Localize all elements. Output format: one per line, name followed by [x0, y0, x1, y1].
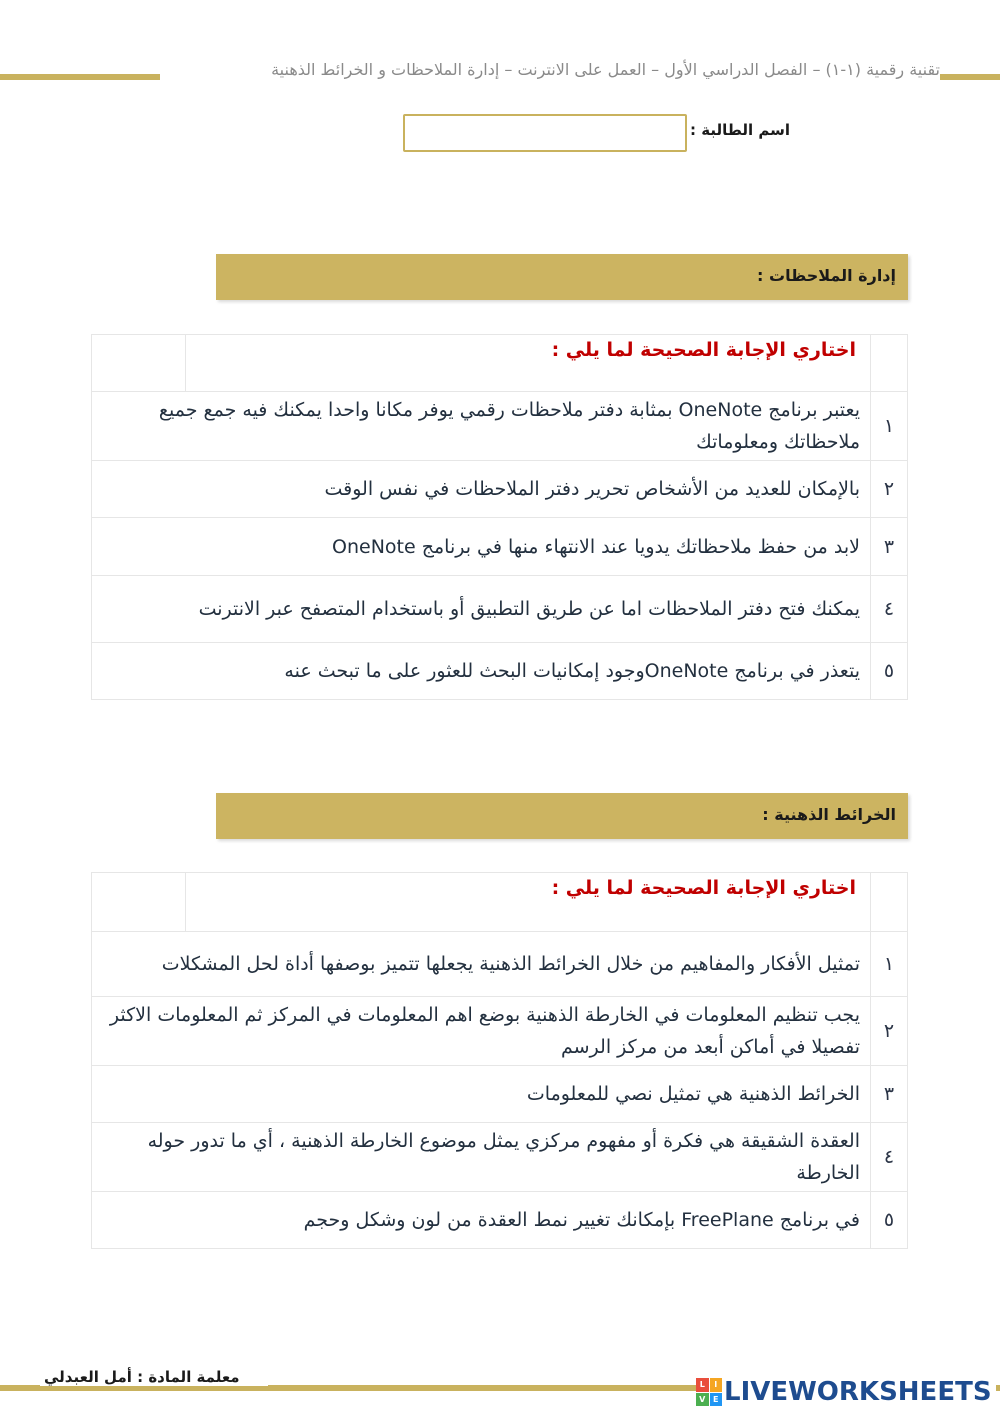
question-row[interactable]	[92, 461, 908, 518]
question-text: بالإمكان للعديد من الأشخاص تحرير دفتر الملاحظات في نفس الوقت	[92, 461, 871, 518]
question-number: ٥	[871, 1192, 908, 1249]
logo-letter-e: E	[710, 1393, 723, 1407]
question-row[interactable]	[92, 932, 908, 997]
section-title-notes: إدارة الملاحظات :	[757, 266, 896, 285]
questions-table-mindmaps	[91, 872, 908, 1249]
question-number: ٥	[871, 643, 908, 700]
page-header-title: تقنية رقمية (١-١) – الفصل الدراسي الأول – العمل على الانترنت – إدارة الملاحظات و الخرائط الذهنية	[160, 58, 940, 82]
question-row[interactable]	[92, 576, 908, 643]
question-row[interactable]	[92, 518, 908, 576]
question-number: ٢	[871, 461, 908, 518]
logo-letter-l: L	[696, 1378, 709, 1392]
question-text: يعتبر برنامج OneNote بمثابة دفتر ملاحظات رقمي يوفر مكانا واحدا يمكنك فيه جمع جميع ملاحظاتك ومعلوماتك	[92, 392, 871, 461]
question-number: ٣	[871, 1066, 908, 1123]
question-text: لابد من حفظ ملاحظاتك يدويا عند الانتهاء منها في برنامج OneNote	[92, 518, 871, 576]
question-number: ٢	[871, 997, 908, 1066]
question-text: تمثيل الأفكار والمفاهيم من خلال الخرائط الذهنية يجعلها تتميز بوصفها أداة لحل المشكلات	[92, 932, 871, 997]
question-row[interactable]	[92, 643, 908, 700]
question-text: يجب تنظيم المعلومات في الخارطة الذهنية بوضع اهم المعلومات في المركز ثم المعلومات الاكثر تفصيلا في أماكن أبعد من مركز الرسم	[92, 997, 871, 1066]
questions-table-notes	[91, 334, 908, 700]
question-row[interactable]	[92, 1066, 908, 1123]
question-text: في برنامج FreePlane بإمكانك تغيير نمط العقدة من لون وشكل وحجم	[92, 1192, 871, 1249]
liveworksheets-logo[interactable]	[696, 1372, 996, 1412]
question-text: يتعذر في برنامج OneNoteوجود إمكانيات البحث للعثور على ما تبحث عنه	[92, 643, 871, 700]
instruction-row	[92, 873, 908, 932]
question-row[interactable]	[92, 1123, 908, 1192]
question-number: ٣	[871, 518, 908, 576]
teacher-name: معلمة المادة : أمل العبدلي	[40, 1368, 268, 1386]
question-number: ١	[871, 932, 908, 997]
question-number: ٤	[871, 1123, 908, 1192]
question-row[interactable]	[92, 392, 908, 461]
logo-mark-icon	[696, 1378, 722, 1406]
instruction-row	[92, 335, 908, 392]
logo-letter-i: I	[710, 1378, 723, 1392]
question-number: ٤	[871, 576, 908, 643]
question-number: ١	[871, 392, 908, 461]
question-row[interactable]	[92, 997, 908, 1066]
question-text: يمكنك فتح دفتر الملاحظات اما عن طريق التطبيق أو باستخدام المتصفح عبر الانترنت	[92, 576, 871, 643]
student-name-input[interactable]	[403, 114, 687, 152]
logo-letter-v: V	[696, 1393, 709, 1407]
logo-text: LIVEWORKSHEETS	[724, 1377, 992, 1407]
student-name-label: اسم الطالبة :	[690, 121, 790, 139]
question-text: العقدة الشقيقة هي فكرة أو مفهوم مركزي يمثل موضوع الخارطة الذهنية ، أي ما تدور حوله الخارطة	[92, 1123, 871, 1192]
section-banner-notes	[216, 254, 908, 300]
section-title-mindmaps: الخرائط الذهنية :	[762, 805, 896, 824]
instruction-text: اختاري الإجابة الصحيحة لما يلي :	[186, 873, 871, 932]
question-row[interactable]	[92, 1192, 908, 1249]
instruction-text: اختاري الإجابة الصحيحة لما يلي :	[186, 335, 871, 392]
question-text: الخرائط الذهنية هي تمثيل نصي للمعلومات	[92, 1066, 871, 1123]
section-banner-mindmaps	[216, 793, 908, 839]
